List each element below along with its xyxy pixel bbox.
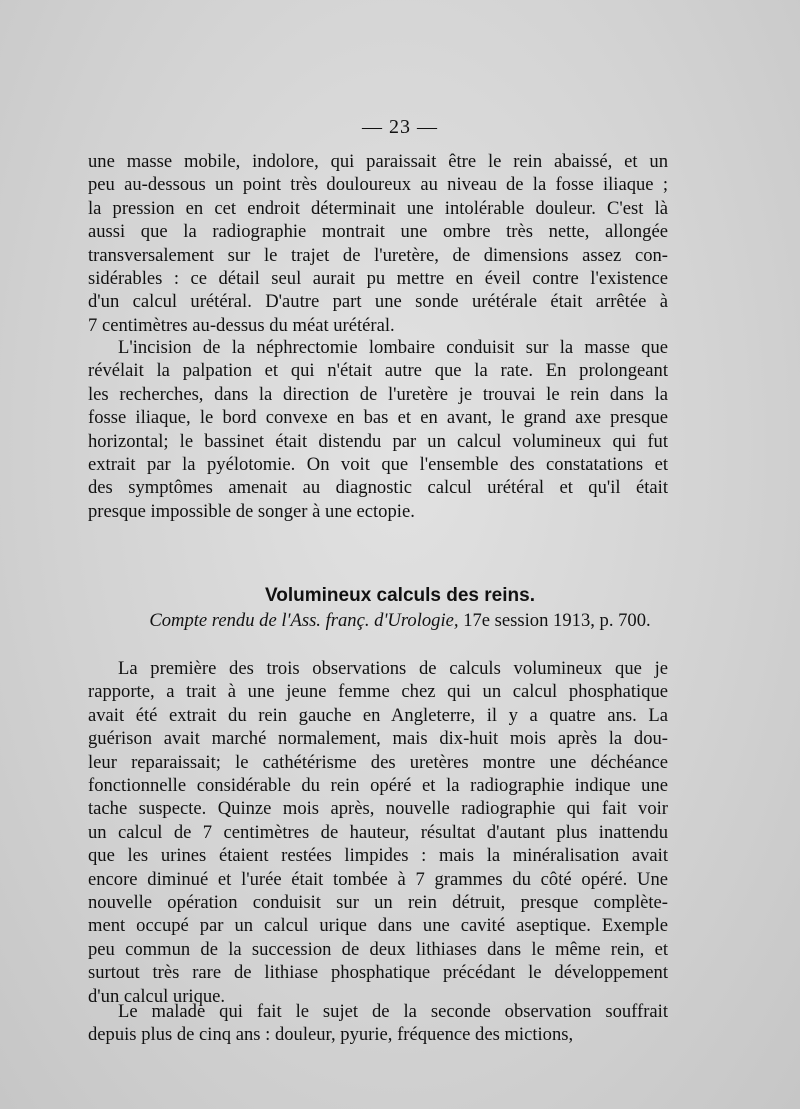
text-line: tache suspecte. Quinze mois après, nouvelle radiographie qui fait voir [88,798,668,820]
text-line: nouvelle opération conduisit sur un rein détruit, presque complète- [88,892,668,914]
text-line: les recherches, dans la direction de l'uretère je trouvai le rein dans la [88,383,668,405]
text-line: peu au-dessous un point très douloureux au niveau de la fosse iliaque ; [88,174,668,196]
text-line: presque impossible de songer à une ectopie. [88,500,415,522]
text-line: révélait la palpation et qui n'était autre que la rate. En prolongeant [88,360,668,382]
text-line: surtout très rare de lithiase phosphatique précédant le développement [88,962,668,984]
text-line: sidérables : ce détail seul aurait pu mettre en éveil contre l'existence [88,268,668,290]
paragraph-3 [88,657,668,1008]
text-line: un calcul de 7 centimètres de hauteur, résultat d'autant plus inattendu [88,821,668,843]
text-line: La première des trois observations de calculs volumineux que je [118,658,668,679]
text-line: rapporte, a trait à une jeune femme chez qui un calcul phosphatique [88,681,668,703]
text-line: la pression en cet endroit déterminait une intolérable douleur. C'est là [88,197,668,219]
text-line: avait été extrait du rein gauche en Angleterre, il y a quatre ans. La [88,704,668,726]
text-line: L'incision de la néphrectomie lombaire conduisit sur la masse que [118,337,668,358]
subtitle-journal: Compte rendu de l'Ass. franç. d'Urologie, [149,610,459,631]
text-line: fosse iliaque, le bord convexe en bas et en avant, le grand axe presque [88,407,668,429]
text-line: une masse mobile, indolore, qui paraissait être le rein abaissé, et un [88,151,668,172]
text-line: d'un calcul urique. [88,985,226,1007]
text-line: fonctionnelle considérable du rein opéré et la radiographie indique une [88,775,668,797]
text-line: extrait par la pyélotomie. On voit que l'ensemble des constatations et [88,454,668,476]
text-line: aussi que la radiographie montrait une ombre très nette, allongée [88,221,668,243]
text-line: Le malade qui fait le sujet de la seconde observation souffrait [118,1001,668,1022]
text-line: 7 centimètres au-dessus du méat urétéral. [88,314,395,336]
subtitle-session: 17e session 1913, p. 700. [463,610,651,631]
page-number: — 23 — [362,116,438,138]
text-line: que les urines étaient restées limpides : mais la minéralisation avait [88,845,668,867]
text-line: encore diminué et l'urée était tombée à 7 grammes du côté opéré. Une [88,868,668,890]
text-line: peu commun de la succession de deux lithiases dans le même rein, et [88,938,668,960]
text-line: guérison avait marché normalement, mais dix-huit mois après la dou- [88,728,668,750]
text-line: transversalement sur le trajet de l'uretère, de dimensions assez con- [88,244,668,266]
text-line: depuis plus de cinq ans : douleur, pyurie, fréquence des mictions, [88,1024,574,1046]
section-subtitle [0,610,800,632]
text-line: ment occupé par un calcul urique dans une cavité aseptique. Exemple [88,915,668,937]
text-line: horizontal; le bassinet était distendu par un calcul volumineux qui fut [88,430,668,452]
text-line: leur reparaissait; le cathétérisme des uretères montre une déchéance [88,751,668,773]
text-line: des symptômes amenait au diagnostic calcul urétéral et qu'il était [88,477,668,499]
paragraph-1 [88,150,668,337]
section-title: Volumineux calculs des reins. [265,585,535,606]
text-line: d'un calcul urétéral. D'autre part une sonde urétérale était arrêtée à [88,291,668,313]
paragraph-4 [88,1000,668,1047]
paragraph-2 [88,336,668,523]
